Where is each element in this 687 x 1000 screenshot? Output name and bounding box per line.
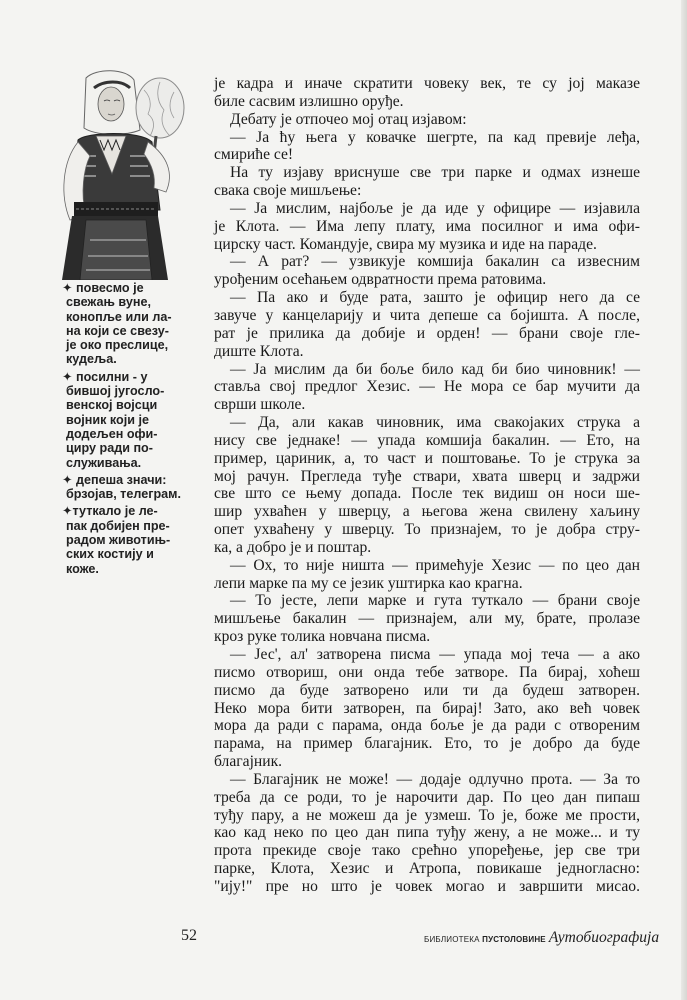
text-line: нису све једнаке! — упада комшија бакалин. — Ето, на (214, 431, 640, 449)
text-line: је Клота. — Има лепу плату, има посилног и има офи- (214, 217, 640, 235)
book-title: Аутобиографија (548, 929, 660, 946)
glossary-line: на који се свезу- (66, 323, 169, 338)
text-line: — Ја мислим да би боље било кад би био чиновник! — (230, 360, 640, 378)
woman-spinning-wool-drawing (56, 70, 190, 280)
text-line: благајник. (214, 753, 283, 771)
text-line: писмо да буде затворено или ти да будеш затворен. (214, 681, 640, 699)
glossary-line: кудеља. (66, 352, 117, 367)
text-line: Неко мора бити затворен, па бирај! Зато, ако већ човек (214, 699, 640, 717)
text-line: све што се њему допада. После тек видиш он носи ше- (214, 485, 640, 503)
glossary-line: додељен офи- (66, 426, 158, 441)
glossary-line: ✦туткало је ле- (62, 504, 158, 519)
glossary-line: служивања. (66, 455, 142, 470)
text-line: пример, цариник, а, то част и поштовање. То је струка за (214, 449, 640, 467)
text-line: — Јес', ал' затворена писма — упада мој теча — а ако (230, 646, 640, 663)
glossary-line: брзојав, телеграм. (66, 487, 181, 502)
glossary-line: пак добијен пре- (66, 518, 170, 533)
text-line: као кад неко по цео дан пипа туђу жену, а не може... и ту (214, 824, 640, 842)
text-line: лепи марке па му се језик уштирка као крагна. (214, 574, 523, 592)
text-line: биле сасвим излишно оруђе. (214, 92, 404, 110)
text-line: Дебату је отпочео мој отац изјавом: (230, 110, 467, 128)
text-line: опет ухваћену у шверцу. То признајем, то је добра стру- (214, 521, 640, 539)
glossary-line: ✦ депеша значи: (62, 472, 167, 487)
text-line: кроз руке толика новчана писма. (214, 628, 431, 646)
glossary-line: коже. (66, 561, 99, 576)
text-line: писмо отвориш, они онда тебе затворе. Па бирај, хоћеш (214, 663, 640, 681)
glossary-line: циру ради по- (66, 441, 153, 456)
text-line: — Ох, то није ништа — примећује Хезис — по цео дан (230, 556, 640, 574)
text-line: — Благајник не може! — додаје одлучно прота. — За то (230, 770, 640, 788)
text-line: — Па ако и буде рата, зашто је официр него да се (230, 289, 640, 307)
text-line: мој рачун. Прегледа туђе ствари, хвата шверц и задржи (214, 467, 640, 485)
glossary-line: ✦ посилни - у (62, 369, 148, 384)
main-text-column (214, 75, 640, 896)
text-line: прота прекиде своје тако срећно упоређење, јер све три (214, 842, 640, 860)
text-line: цирску част. Командује, свира му музика и иде на параде. (214, 235, 597, 253)
text-line: сврши школе. (214, 396, 306, 414)
glossary-line: конопље или ла- (66, 309, 172, 324)
text-line: ка, а добро је и поштар. (214, 538, 372, 556)
text-line: рат је прилика да добије и орден! — брани своје гле- (214, 324, 640, 342)
text-line: туђу пару, а не можеш да је узмеш. То је, боже ме прости, (214, 806, 640, 824)
text-line: смириће се! (214, 146, 294, 164)
glossary-line: венској војсци (66, 398, 158, 413)
text-line: ставља свој предлог Хезис. — Не мора се бар мучити да (214, 378, 640, 396)
text-line: диште Клота. (214, 342, 304, 360)
text-line: "ију!" пре но што је човек могао и завршити мисао. (214, 877, 640, 895)
text-line: шир ухваћен у шверцу, а његова жена свилену хаљину (214, 503, 640, 521)
text-line: — Ја ћу њега у ковачке шегрте, па кад превије леђа, (230, 128, 640, 146)
glossary-line: радом животињ- (66, 533, 171, 548)
text-line: свака своје мишљење: (214, 182, 362, 200)
glossary-entry-depesha (62, 473, 198, 502)
text-line: — То јесте, лепи марке и гута туткало — брани своје (230, 592, 640, 610)
glossary-entry-posilni (62, 370, 198, 470)
text-line: парке, Клота, Хезис и Атропа, повикаше једногласно: (214, 860, 640, 878)
series-prefix: БИБЛИОТЕКА (424, 935, 480, 944)
text-line: мишљење бакалин — признајем, али му, брате, пролазе (214, 610, 640, 628)
text-line: треба да се роди, то је нарочити дар. По цео дан пипаш (214, 788, 640, 806)
glossary-line: свежањ вуне, (66, 295, 151, 310)
footer-series-branding (424, 929, 659, 947)
glossary-line: ✦ повесмо је (62, 281, 144, 295)
text-line: урођеним осећањем одвратности према ратовима. (214, 271, 547, 289)
text-line: је кадра и иначе скратити човеку век, те су јој маказе (214, 75, 640, 92)
text-line: — Ја мислим, најбоље је да иде у официре — изјавила (230, 199, 640, 217)
glossary-line: бившој југосло- (66, 384, 165, 399)
glossary-sidebar (62, 281, 198, 579)
series-label (424, 935, 546, 944)
glossary-line: је око преслице, (66, 338, 169, 353)
glossary-line: ских костију и (66, 547, 154, 562)
text-line: парама, на пример благајник. Ето, то је добро да буде (214, 735, 640, 753)
text-line: На ту изјаву вриснуше све три парке и одмах изнеше (230, 164, 640, 182)
text-line: завуче у канцеларију и чита депеше са бојишта. А после, (214, 306, 640, 324)
page-edge-shadow (681, 0, 687, 1000)
glossary-line: војник који је (66, 412, 149, 427)
text-line: — Да, али какав чиновник, има свакојаких струка а (230, 414, 640, 432)
text-line: мора да ради с парама, онда боље је да ради с отвореним (214, 717, 640, 735)
page-number: 52 (181, 927, 197, 944)
text-line: — А рат? — узвикује комшија бакалин са извесним (230, 253, 640, 271)
glossary-entry-tutkalo (62, 504, 198, 575)
glossary-entry-povesmo (62, 281, 198, 367)
illustration-woman-with-distaff (56, 70, 190, 280)
series-name: ПУСТОЛОВИНЕ (482, 935, 546, 944)
